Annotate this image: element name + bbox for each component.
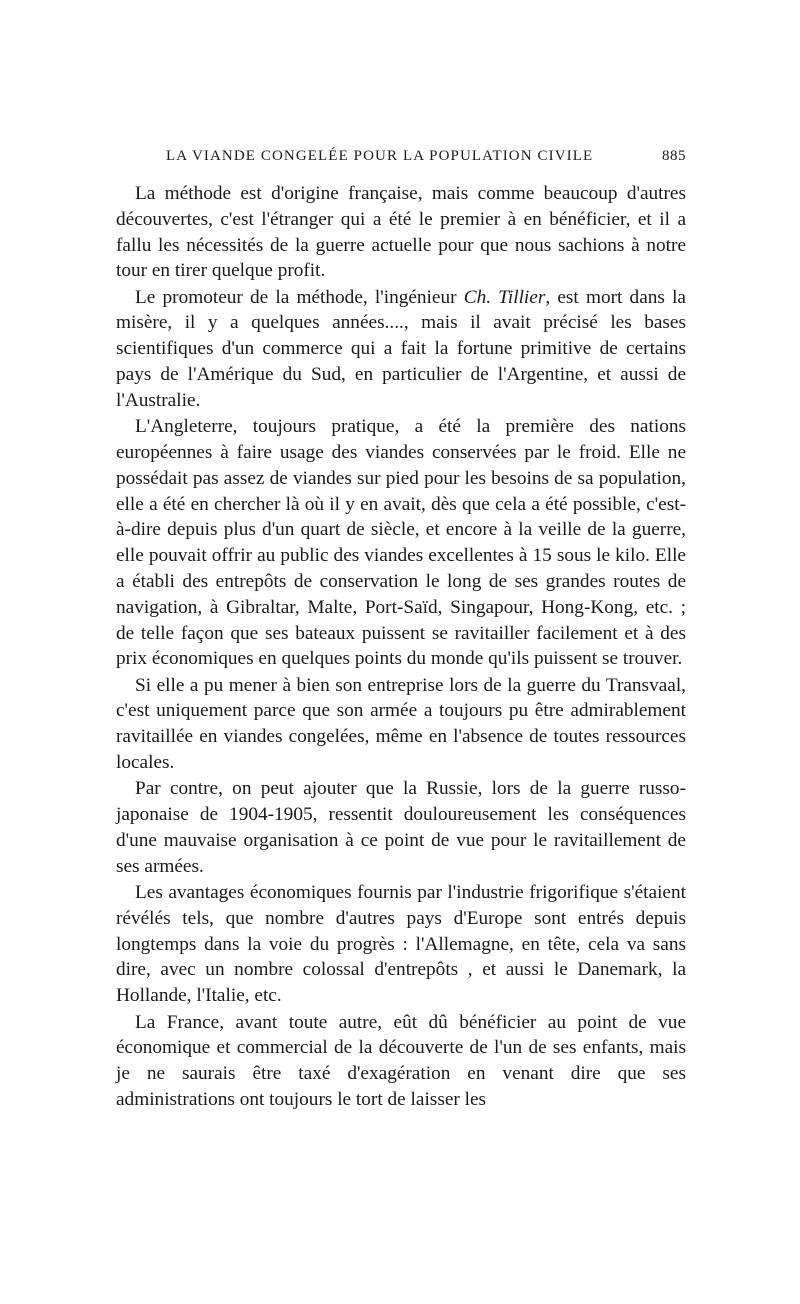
paragraph-2-lead: Le promoteur de la méthode, l'ingénieur (135, 286, 464, 308)
paragraph-5: Par contre, on peut ajouter que la Russie, lors de la guerre russo-japonaise de 1904-1905, ressentit douloureusement les conséquences d'une mauvaise organisation à ce point de vue pour le ravitaillement de ses armées. (116, 778, 686, 877)
paragraph-3: L'Angleterre, toujours pratique, a été la première des nations européennes à faire usage des viandes conservées par le froid. Elle ne possédait pas assez de viandes sur pied pour les besoins de sa population, elle a été en chercher là où il y en avait, dès que cela a été possible, c'est-à-dire depuis plus d'un quart de siècle, et encore à la veille de la guerre, elle pouvait offrir au public des viandes excellentes à 15 sous le kilo. Elle a établi des entrepôts de conservation le long de ses grandes routes de navigation, à Gibraltar, Malte, Port-Saïd, Singapour, Hong-Kong, etc. ; de telle façon que ses bateaux puissent se ravitailler facilement et à des prix économiques en quelques points du monde qu'ils puissent se trouver. (116, 416, 686, 670)
running-header (141, 148, 686, 172)
running-title: LA VIANDE CONGELÉE POUR LA POPULATION CIVILE (166, 148, 594, 164)
paragraph-2 (116, 285, 686, 414)
paragraph-4: Si elle a pu mener à bien son entreprise lors de la guerre du Transvaal, c'est uniquement parce que son armée a toujours pu être admirablement ravitaillée en viandes congelées, même en l'absence de toutes ressources locales. (116, 674, 686, 774)
paragraph-2-rest: , est mort dans la misère, il y a quelques années...., mais il avait précisé les bases scientifiques d'un commerce qui a fait la fortune primitive de certains pays de l'Amérique du Sud, en particulier de l'Argentine, et aussi de l'Australie. (116, 286, 686, 411)
paragraph-7: La France, avant toute autre, eût dû bénéficier au point de vue économique et commercial de la découverte de l'un de ses enfants, mais je ne saurais être taxé d'exagération en venant dire que ses administrations ont toujours le tort de laisser les (116, 1011, 686, 1110)
page-number: 885 (662, 148, 686, 164)
paragraph-6: Les avantages économiques fournis par l'industrie frigorifique s'étaient révélés tels, que nombre d'autres pays d'Europe sont entrés depuis longtemps dans la voie du progrès : l'Allemagne, en tête, cela va sans dire, avec un nombre colossal d'entrepôts , et aussi le Danemark, la Hollande, l'Italie, etc. (116, 882, 686, 1007)
engineer-name: Ch. Tillier (463, 286, 546, 308)
body-text (116, 181, 686, 1113)
paragraph-1: La méthode est d'origine française, mais comme beaucoup d'autres découvertes, c'est l'étranger qui a été le premier à en bénéficier, et il a fallu les nécessités de la guerre actuelle pour que nous sachions à notre tour en tirer quelque profit. (116, 183, 686, 282)
